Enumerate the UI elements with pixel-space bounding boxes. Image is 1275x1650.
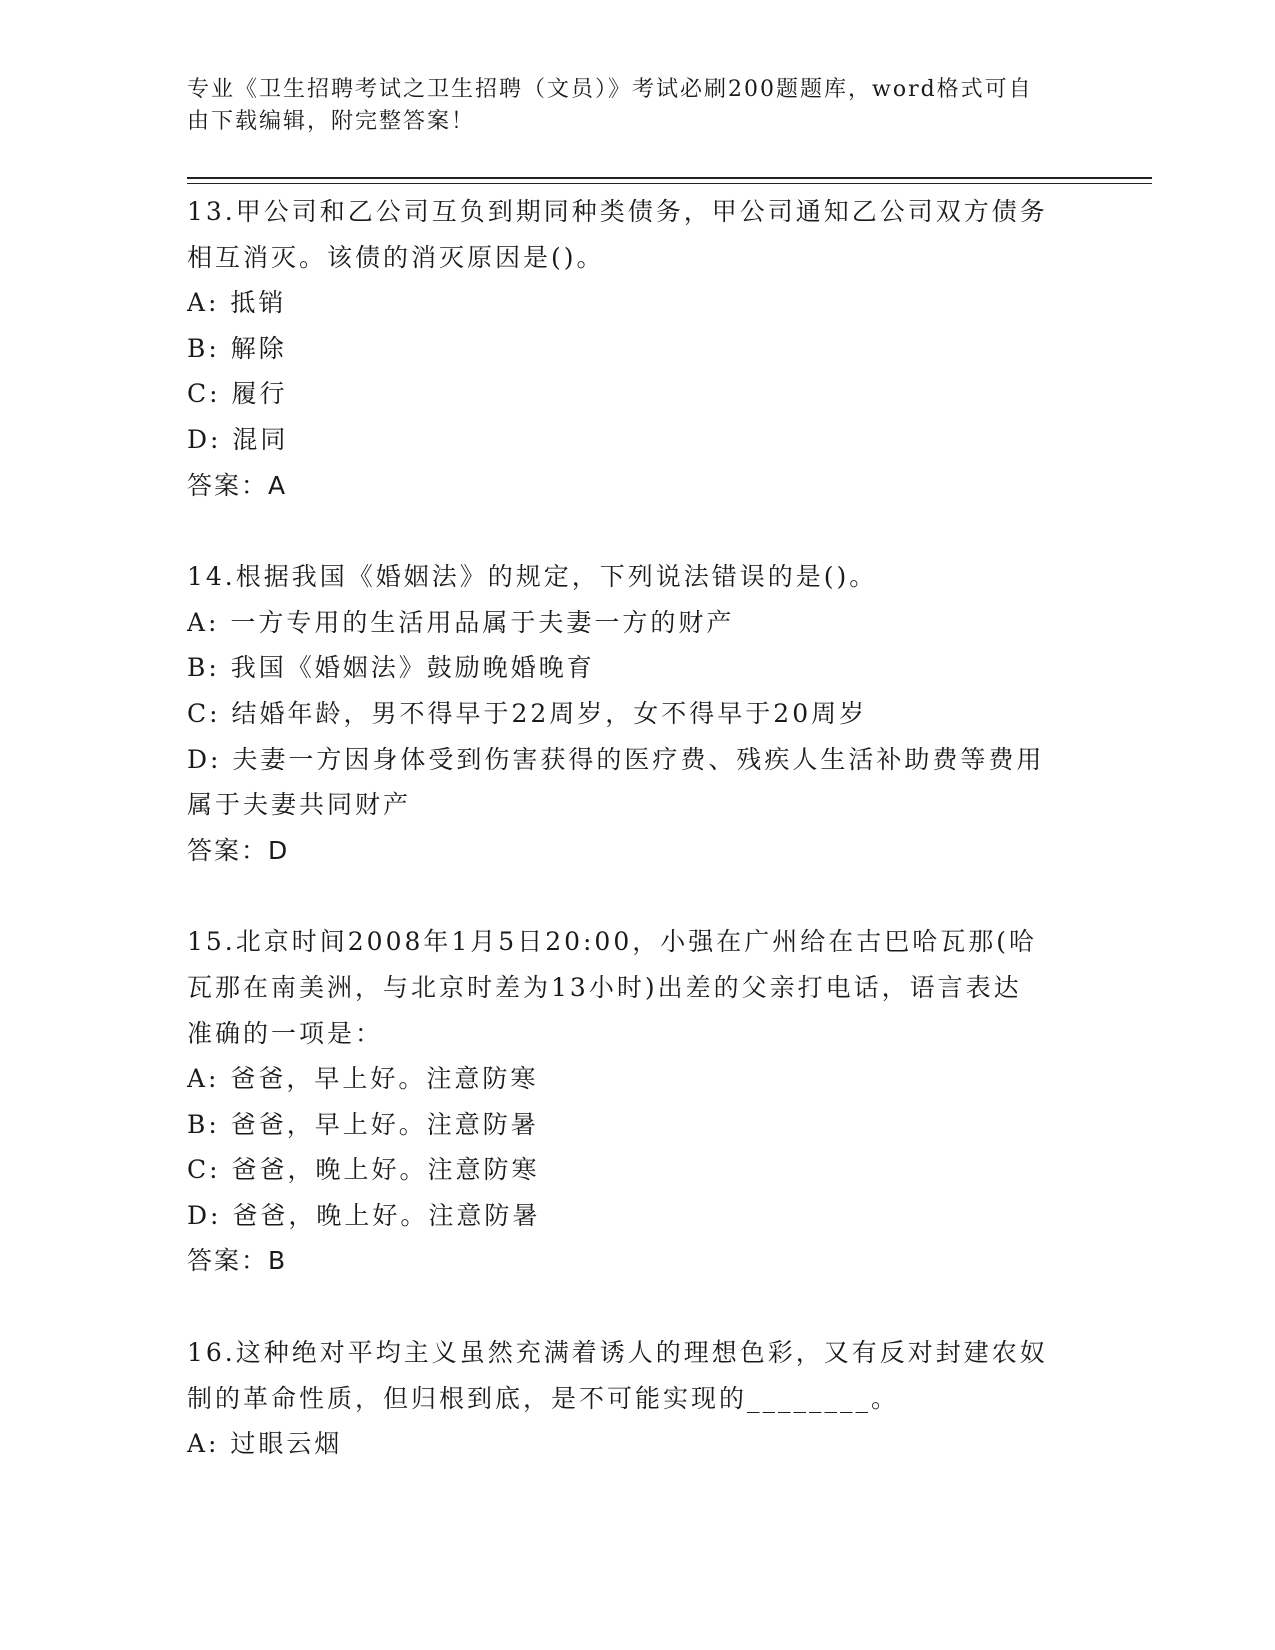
question-stem-line: 瓦那在南美洲，与北京时差为13小时)出差的父亲打电话，语言表达 [187,972,1022,1002]
option-a: A: 一方专用的生活用品属于夫妻一方的财产 [187,607,735,637]
header-line-2: 由下载编辑，附完整答案！ [187,109,476,134]
option-d: D: 混同 [187,424,289,454]
header-divider-thin [187,183,1152,184]
option-b: B: 我国《婚姻法》鼓励晚婚晚育 [187,653,595,683]
question-stem-line: 制的革命性质，但归根到底，是不可能实现的________。 [187,1383,900,1413]
question-stem-line: 13.甲公司和乙公司互负到期同种类债务，甲公司通知乙公司双方债务 [187,197,1048,226]
question-14 [187,554,1087,873]
question-stem-line: 15.北京时间2008年1月5日20:00，小强在广州给在古巴哈瓦那(哈 [187,927,1037,957]
header-divider-thick [187,177,1152,179]
answer-line: 答案：A [187,470,288,500]
question-15 [187,919,1087,1284]
option-a: A: 爸爸，早上好。注意防寒 [187,1064,539,1094]
header-line-1: 专业《卫生招聘考试之卫生招聘（文员）》考试必刷200题题库，word格式可自 [187,77,1033,102]
option-c: C: 爸爸，晚上好。注意防寒 [187,1155,540,1185]
document-header [187,74,1067,138]
option-b: B: 解除 [187,333,287,363]
question-stem-line: 准确的一项是： [187,1018,384,1048]
option-c: C: 结婚年龄，男不得早于22周岁，女不得早于20周岁 [187,698,868,728]
option-d-continued: 属于夫妻共同财产 [187,790,412,820]
question-13 [187,189,1087,508]
question-list [187,189,1087,1513]
answer-line: 答案：D [187,835,290,865]
answer-line: 答案：B [187,1246,288,1276]
question-16 [187,1330,1087,1467]
option-d: D: 夫妻一方因身体受到伤害获得的医疗费、残疾人生活补助费等费用 [187,744,1045,774]
option-a: A: 过眼云烟 [187,1429,343,1459]
option-d: D: 爸爸，晚上好。注意防暑 [187,1200,541,1230]
option-b: B: 爸爸，早上好。注意防暑 [187,1109,539,1139]
question-stem-line: 16.这种绝对平均主义虽然充满着诱人的理想色彩，又有反对封建农奴 [187,1338,1048,1368]
question-stem-line: 14.根据我国《婚姻法》的规定，下列说法错误的是()。 [187,562,878,592]
option-a: A: 抵销 [187,288,287,318]
question-stem-line: 相互消灭。该债的消灭原因是()。 [187,242,605,272]
option-c: C: 履行 [187,379,288,409]
